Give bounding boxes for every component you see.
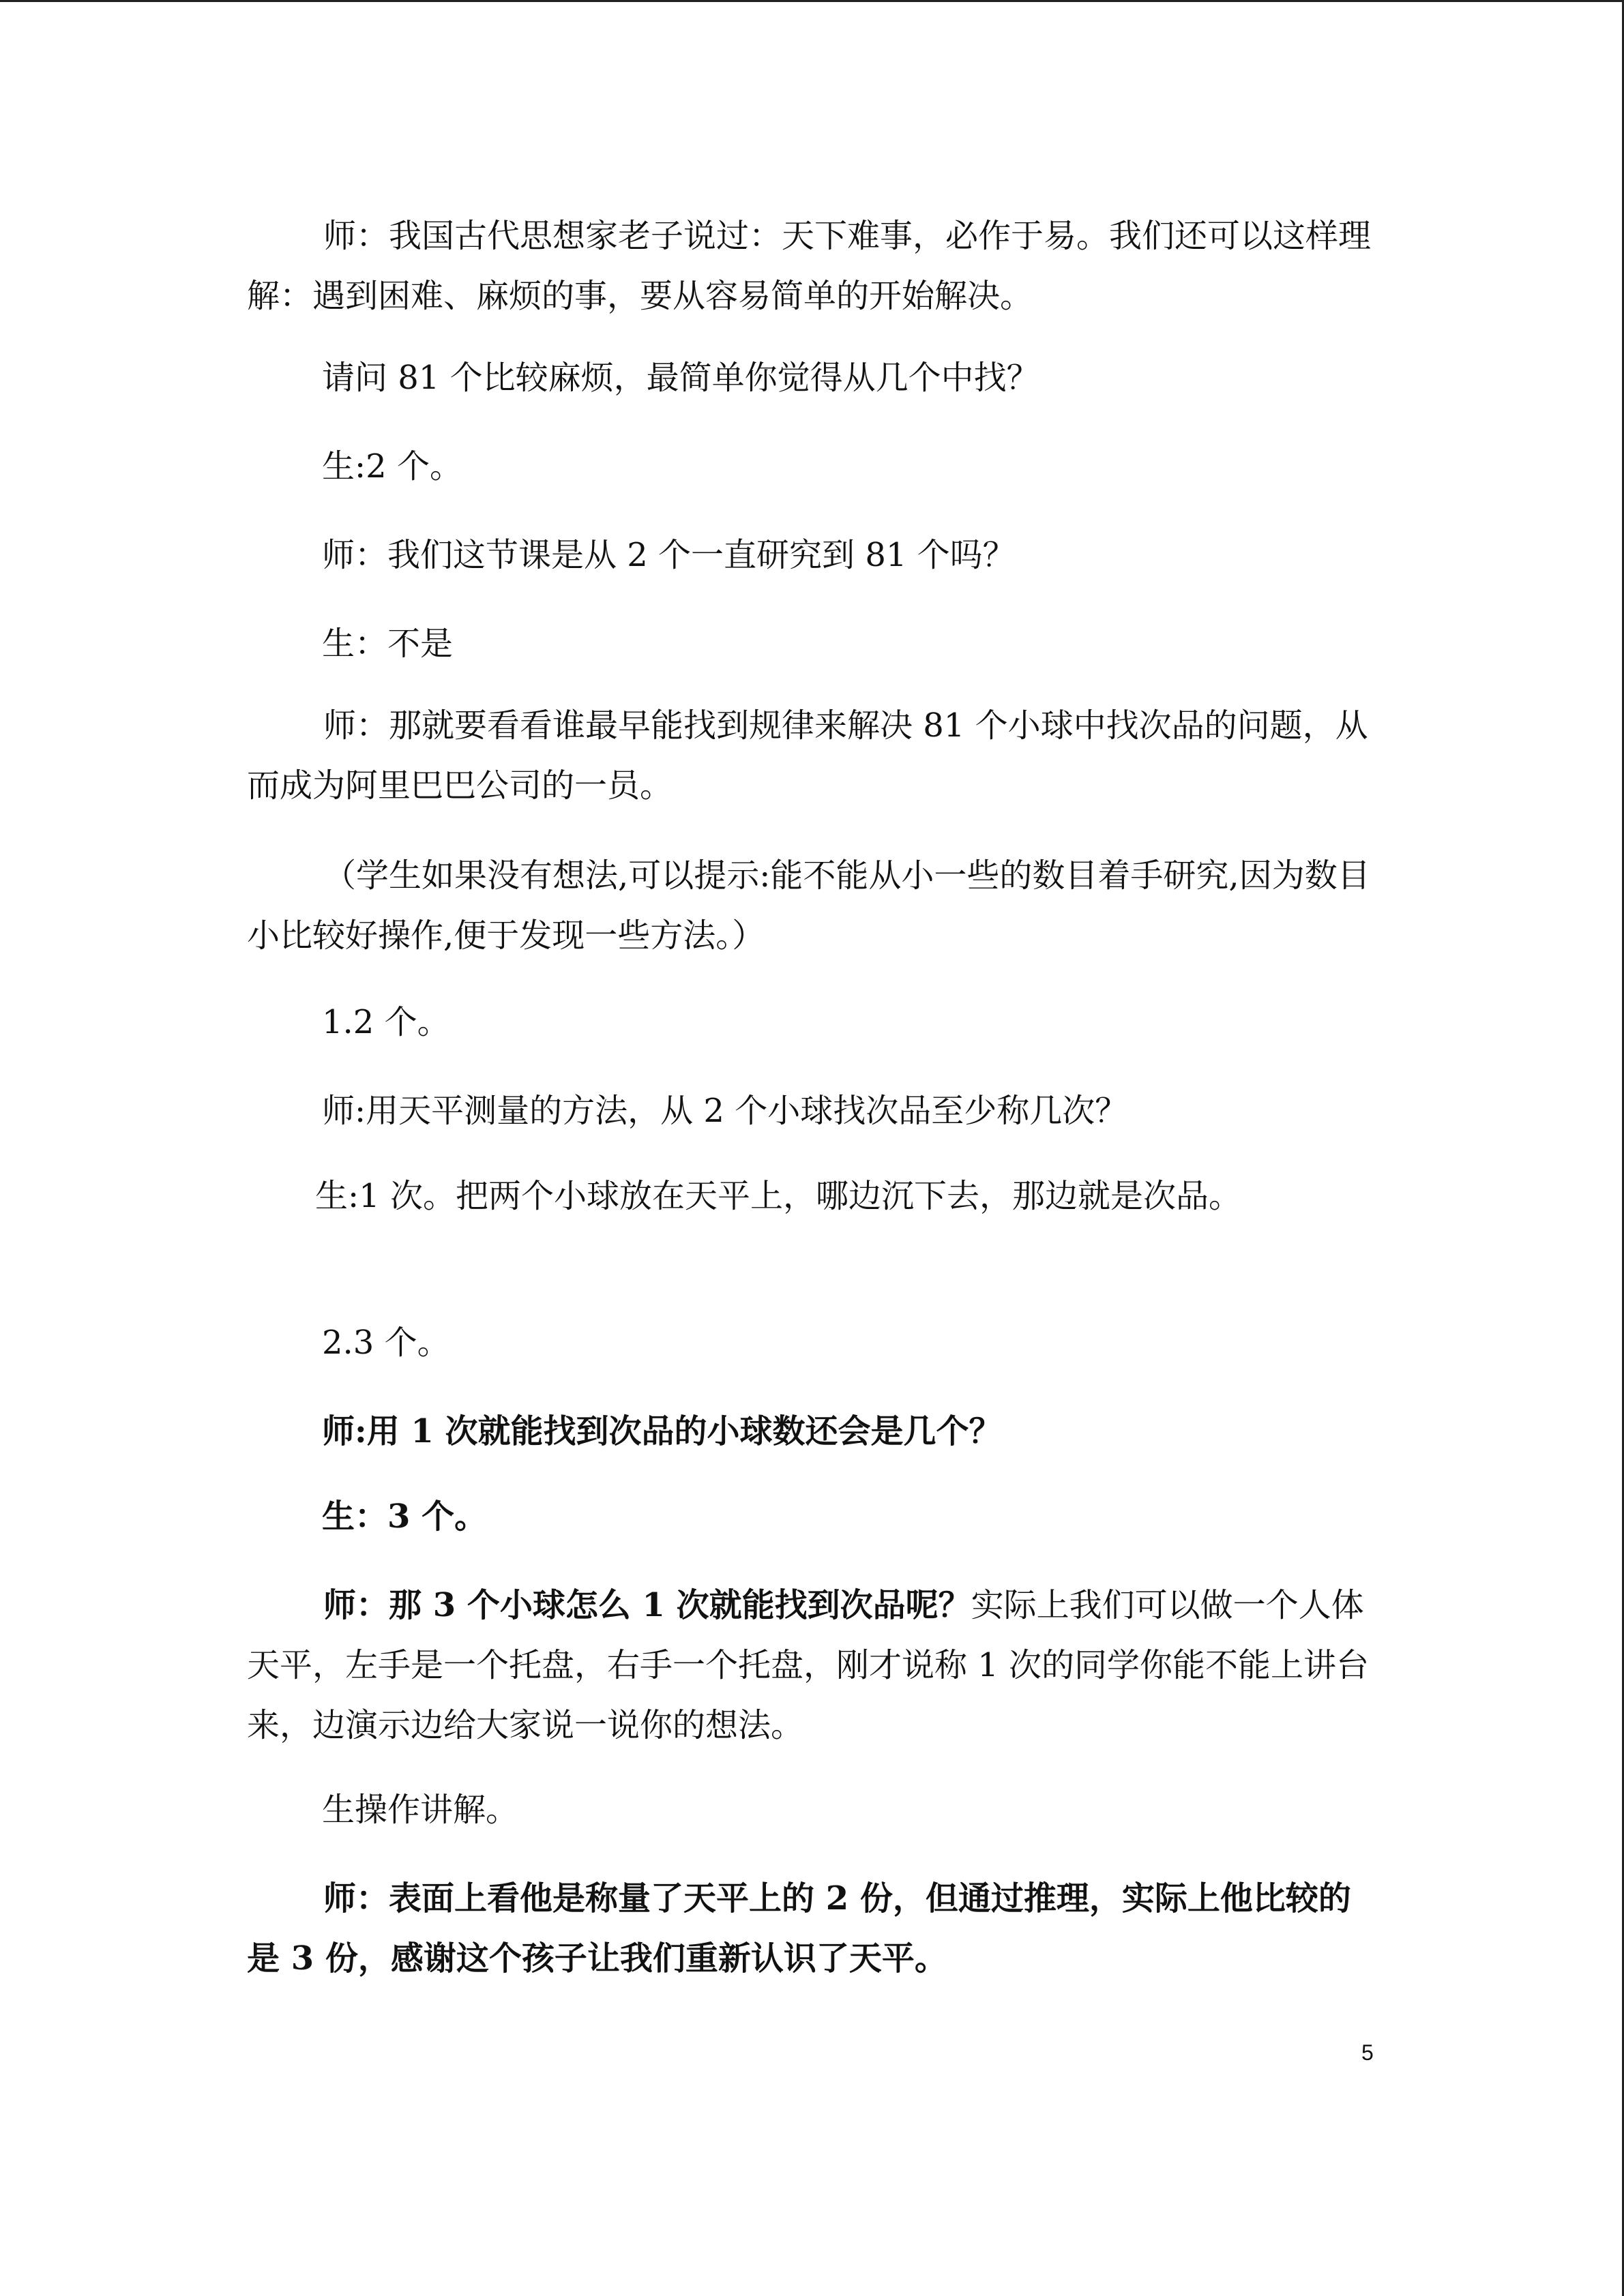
- paragraph-hint: [247, 846, 1379, 966]
- paragraph-teacher-conclusion: [247, 1868, 1379, 1988]
- paragraph-text: 2.3 个。: [322, 1324, 450, 1362]
- paragraph-text: 师:用天平测量的方法，从 2 个小球找次品至少称几次？: [322, 1092, 1128, 1130]
- paragraph-text: 师:用 1 次就能找到次品的小球数还会是几个？: [322, 1412, 1002, 1450]
- top-border-line: [0, 0, 1624, 2]
- paragraph-bold-part: 师：那 3 个小球怎么 1 次就能找到次品呢？: [323, 1586, 971, 1624]
- paragraph-student-no: [322, 614, 1379, 674]
- section-heading-2-balls: [322, 992, 1379, 1052]
- paragraph-text: 请问 81 个比较麻烦，最简单你觉得从几个中找？: [322, 359, 1039, 397]
- section-heading-3-balls: [322, 1313, 1379, 1373]
- paragraph-text: 师：我们这节课是从 2 个一直研究到 81 个吗？: [322, 536, 1016, 574]
- paragraph-student-3: [322, 1487, 1379, 1547]
- paragraph-text: 师：表面上看他是称量了天平上的 2 份，但通过推理，实际上他比较的是 3 份，感谢这个孩子让我们重新认识了天平。: [247, 1879, 1351, 1978]
- paragraph-text: 生：3 个。: [322, 1497, 488, 1536]
- paragraph-text: 生：不是: [322, 625, 454, 663]
- paragraph-text: 师：那就要看看谁最早能找到规律来解决 81 个小球中找次品的问题，从而成为阿里巴巴公司的一员。: [247, 706, 1368, 805]
- paragraph-text: （学生如果没有想法,可以提示:能不能从小一些的数目着手研究,因为数目小比较好操作,便于发现一些方法。）: [247, 856, 1370, 955]
- paragraph-text: 生:1 次。把两个小球放在天平上，哪边沉下去，那边就是次品。: [315, 1177, 1241, 1215]
- paragraph-question-81: [322, 348, 1379, 408]
- paragraph-text: 生:2 个。: [322, 447, 462, 486]
- paragraph-student-demo: [322, 1780, 1379, 1840]
- paragraph-student-1-time: [315, 1166, 1420, 1226]
- paragraph-student-2: [322, 436, 1379, 496]
- page-number: 5: [1361, 2040, 1374, 2065]
- paragraph-teacher-human-balance: [247, 1575, 1379, 1755]
- paragraph-teacher-weigh-2: [322, 1081, 1379, 1141]
- paragraph-text: 生操作讲解。: [322, 1791, 519, 1829]
- paragraph-text: 师：我国古代思想家老子说过：天下难事，必作于易。我们还可以这样理解：遇到困难、麻烦的事，要从容易简单的开始解决。: [247, 217, 1372, 315]
- paragraph-text: 1.2 个。: [322, 1003, 450, 1041]
- paragraph-regular-part: 实际上我们可以做一个人体天平，左手是一个托盘，右手一个托盘，刚才说称 1 次的同学你能不能上讲台来，边演示边给大家说一说你的想法。: [247, 1586, 1370, 1744]
- paragraph-teacher-research: [322, 525, 1379, 585]
- paragraph-teacher-laozi: [247, 206, 1379, 326]
- paragraph-teacher-alibaba: [247, 696, 1379, 816]
- paragraph-teacher-how-many: [322, 1401, 1379, 1461]
